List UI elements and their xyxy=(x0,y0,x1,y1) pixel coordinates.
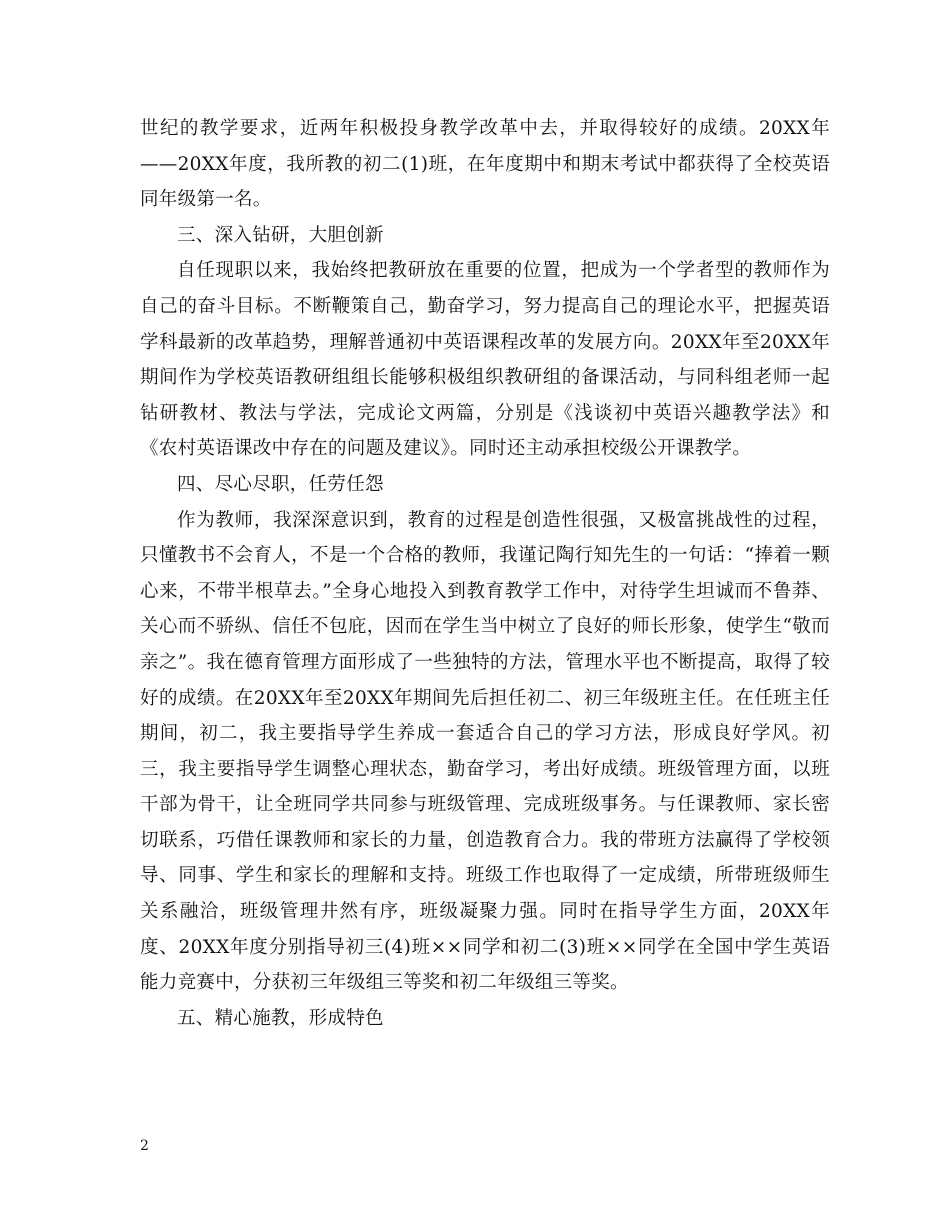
section-heading-5: 五、精心施教，形成特色 xyxy=(177,1007,384,1029)
section-heading-3: 三、深入钻研，大胆创新 xyxy=(177,224,384,246)
page-number: 2 xyxy=(140,1138,149,1154)
paragraph-continuation: 世纪的教学要求，近两年积极投身教学改革中去，并取得较好的成绩。20XX年——20XX年度，我所教的初二(1)班，在年度期中和期末考试中都获得了全校英语同年级第一名。 xyxy=(140,118,830,211)
section-heading-4: 四、尽心尽职，任劳任怨 xyxy=(177,473,384,495)
paragraph-research: 自任现职以来，我始终把教研放在重要的位置，把成为一个学者型的教师作为自己的奋斗目标。不断鞭策自己，勤奋学习，努力提高自己的理论水平，把握英语学科最新的改革趋势，理解普通初中英语课程改革的发展方向。20XX年至20XX年期间作为学校英语教研组组长能够积极组织教研组的备课活动，与同科组老师一起钻研教材、教法与学法，完成论文两篇，分别是《浅谈初中英语兴趣教学法》和《农村英语课改中存在的问题及建议》。同时还主动承担校级公开课教学。 xyxy=(140,260,830,460)
paragraph-dedication: 作为教师，我深深意识到，教育的过程是创造性很强，又极富挑战性的过程，只懂教书不会育人，不是一个合格的教师，我谨记陶行知先生的一句话：“捧着一颗心来，不带半根草去。”全身心地投入到教育教学工作中，对待学生坦诚而不鲁莽、关心而不骄纵、信任不包庇，因而在学生当中树立了良好的师长形象，使学生“敬而亲之”。我在德育管理方面形成了一些独特的方法，管理水平也不断提高，取得了较好的成绩。在20XX年至20XX年期间先后担任初二、初三年级班主任。在任班主任期间，初二，我主要指导学生养成一套适合自己的学习方法，形成良好学风。初三，我主要指导学生调整心理状态，勤奋学习，考出好成绩。班级管理方面，以班干部为骨干，让全班同学共同参与班级管理、完成班级事务。与任课教师、家长密切联系，巧借任课教师和家长的力量，创造教育合力。我的带班方法赢得了学校领导、同事、学生和家长的理解和支持。班级工作也取得了一定成绩，所带班级师生关系融洽，班级管理井然有序，班级凝聚力强。同时在指导学生方面，20XX年度、20XX年度分别指导初三(4)班××同学和初二(3)班××同学在全国中学生英语能力竞赛中，分获初三年级组三等奖和初二年级组三等奖。 xyxy=(140,509,830,994)
document-body xyxy=(140,111,830,1036)
